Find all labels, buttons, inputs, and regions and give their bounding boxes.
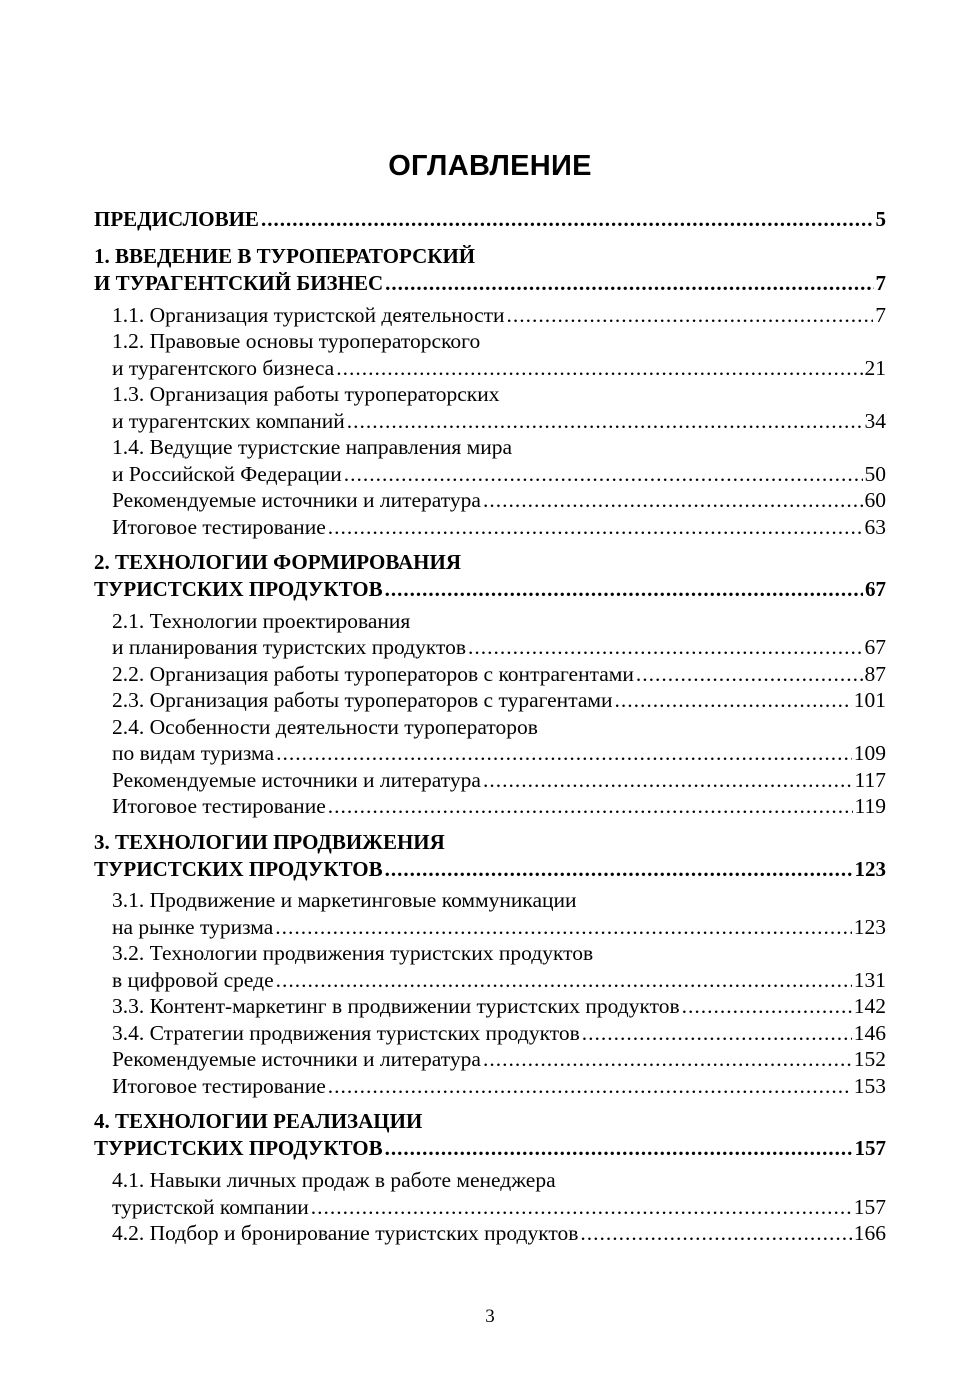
toc-entry-label: ПРЕДИСЛОВИЕ — [94, 207, 259, 231]
toc-entry-chapter-3[interactable]: ТУРИСТСКИХ ПРОДУКТОВ ..... 123 — [94, 856, 886, 882]
toc-entry-1-2[interactable]: и турагентского бизнеса ..... 21 — [112, 355, 886, 381]
dot-leader — [682, 993, 852, 1019]
dot-leader — [328, 793, 853, 819]
toc-entry-3-test[interactable]: Итоговое тестирование ..... 153 — [112, 1073, 886, 1099]
toc-entry-1-4[interactable]: и Российской Федерации ..... 50 — [112, 461, 886, 487]
toc-entry-1-literature[interactable]: Рекомендуемые источники и литература ..... 60 — [112, 487, 886, 513]
toc-entry-3-1-line1: 3.1. Продвижение и маркетинговые коммуникации — [112, 888, 577, 912]
page-number: 3 — [485, 1306, 495, 1327]
dot-leader — [483, 487, 863, 513]
dot-leader — [328, 514, 863, 540]
toc-entry-3-1[interactable]: на рынке туризма ..... 123 — [112, 914, 886, 940]
toc-entry-3-2-line1: 3.2. Технологии продвижения туристских продуктов — [112, 941, 594, 965]
toc-entry-preface[interactable] — [94, 206, 886, 232]
toc-entry-2-3[interactable]: 2.3. Организация работы туроператоров с турагентами ..... 101 — [112, 687, 886, 713]
dot-leader — [615, 687, 852, 713]
dot-leader — [507, 302, 874, 328]
dot-leader — [328, 1073, 852, 1099]
toc-entry-chapter-2[interactable]: ТУРИСТСКИХ ПРОДУКТОВ ..... 67 — [94, 576, 886, 602]
toc-entry-3-2[interactable]: в цифровой среде ..... 131 — [112, 967, 886, 993]
dot-leader — [483, 1046, 852, 1072]
toc-entry-2-2[interactable]: 2.2. Организация работы туроператоров с контрагентами ..... 87 — [112, 661, 886, 687]
chapter-2-heading: 2. ТЕХНОЛОГИИ ФОРМИРОВАНИЯ — [94, 550, 461, 574]
toc-entry-2-4-line1: 2.4. Особенности деятельности туроператоров — [112, 715, 538, 739]
dot-leader — [636, 661, 863, 687]
dot-leader — [385, 576, 863, 602]
toc-entry-1-1[interactable]: 1.1. Организация туристской деятельности ..... 7 — [112, 302, 886, 328]
dot-leader — [336, 355, 862, 381]
dot-leader — [275, 914, 851, 940]
toc-entry-4-2[interactable]: 4.2. Подбор и бронирование туристских продуктов ..... 166 — [112, 1220, 886, 1246]
dot-leader — [385, 1135, 853, 1161]
toc-entry-page: 5 — [875, 207, 886, 231]
toc-entry-1-3-line1: 1.3. Организация работы туроператорских — [112, 382, 500, 406]
dot-leader — [385, 270, 873, 296]
dot-leader — [385, 856, 853, 882]
dot-leader — [582, 1020, 852, 1046]
page-title: ОГЛАВЛЕНИЕ — [388, 150, 592, 182]
toc-entry-1-test[interactable]: Итоговое тестирование ..... 63 — [112, 514, 886, 540]
toc-entry-3-3[interactable]: 3.3. Контент-маркетинг в продвижении туристских продуктов ..... 142 — [112, 993, 886, 1019]
toc-entry-3-4[interactable]: 3.4. Стратегии продвижения туристских продуктов ..... 146 — [112, 1020, 886, 1046]
dot-leader — [344, 461, 863, 487]
chapter-1-heading: 1. ВВЕДЕНИЕ В ТУРОПЕРАТОРСКИЙ — [94, 244, 476, 268]
chapter-4-heading: 4. ТЕХНОЛОГИИ РЕАЛИЗАЦИИ — [94, 1109, 423, 1133]
toc-entry-2-1-line1: 2.1. Технологии проектирования — [112, 609, 411, 633]
toc-entry-chapter-1[interactable]: И ТУРАГЕНТСКИЙ БИЗНЕС ..... 7 — [94, 270, 886, 296]
toc-entry-1-4-line1: 1.4. Ведущие туристские направления мира — [112, 435, 513, 459]
dot-leader — [483, 767, 853, 793]
toc-entry-2-test[interactable]: Итоговое тестирование ..... 119 — [112, 793, 886, 819]
toc-entry-1-3[interactable]: и турагентских компаний ..... 34 — [112, 408, 886, 434]
toc-entry-2-4[interactable]: по видам туризма ..... 109 — [112, 740, 886, 766]
dot-leader — [347, 408, 863, 434]
dot-leader — [276, 740, 852, 766]
chapter-3-heading: 3. ТЕХНОЛОГИИ ПРОДВИЖЕНИЯ — [94, 830, 445, 854]
toc-entry-4-1[interactable]: туристской компании ..... 157 — [112, 1194, 886, 1220]
toc-entry-2-literature[interactable]: Рекомендуемые источники и литература ..... 117 — [112, 767, 886, 793]
dot-leader — [311, 1194, 852, 1220]
dot-leader — [276, 967, 852, 993]
toc-entry-4-1-line1: 4.1. Навыки личных продаж в работе менеджера — [112, 1168, 556, 1192]
dot-leader — [261, 206, 874, 232]
toc-entry-1-2-line1: 1.2. Правовые основы туроператорского — [112, 329, 481, 353]
dot-leader — [580, 1220, 851, 1246]
toc-entry-3-literature[interactable]: Рекомендуемые источники и литература ..... 152 — [112, 1046, 886, 1072]
dot-leader — [468, 634, 862, 660]
toc-entry-chapter-4[interactable]: ТУРИСТСКИХ ПРОДУКТОВ ..... 157 — [94, 1135, 886, 1161]
toc-entry-2-1[interactable]: и планирования туристских продуктов ..... 67 — [112, 634, 886, 660]
